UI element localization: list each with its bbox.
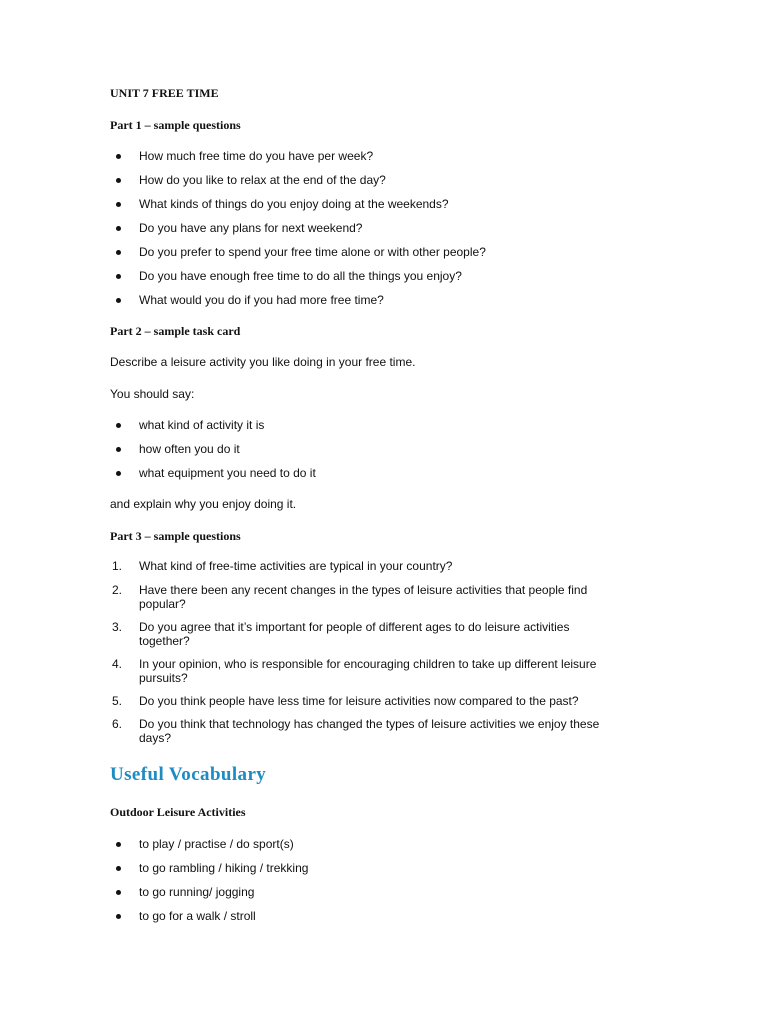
bullet-icon	[116, 298, 121, 303]
bullet-icon	[116, 471, 121, 476]
should-say-label: You should say:	[110, 387, 195, 401]
bullet-icon	[116, 423, 121, 428]
bullet-icon	[116, 866, 121, 871]
part3-heading: Part 3 – sample questions	[110, 529, 241, 543]
part1-heading: Part 1 – sample questions	[110, 118, 241, 132]
bullet-icon	[116, 178, 121, 183]
bullet-icon	[116, 226, 121, 231]
bullet-icon	[116, 154, 121, 159]
bullet-icon	[116, 250, 121, 255]
part2-heading: Part 2 – sample task card	[110, 324, 241, 338]
unit-title: UNIT 7 FREE TIME	[110, 86, 219, 100]
bullet-icon	[116, 842, 121, 847]
bullet-icon	[116, 202, 121, 207]
bullet-icon	[116, 447, 121, 452]
vocabulary-heading: Useful Vocabulary	[110, 764, 267, 785]
bullet-icon	[116, 890, 121, 895]
vocabulary-subheading: Outdoor Leisure Activities	[110, 805, 246, 819]
bullet-icon	[116, 274, 121, 279]
document-page: UNIT 7 FREE TIME Part 1 – sample questions How much free time do you have per week? How do you like to relax at the end of the day? What kinds of things do you enjoy doing at the weekends? Do you have any plans for next weekend? Do you prefer to spend your free time alone or with other people? Do you have enough free time to do all the things you enjoy? What would you do if you had more free time? Part 2 – sample task card Describe a leisure activity you like doing in your free time. You should say: what kind of activity it is how often you do it what equipment you need to do it and explain why you enjoy doing it. Part 3 – sample questions 1. What kind of free-time activities are typical in your country? 2. Have there been any recent changes in the types of leisure activities that people find popular? 3. Do you agree that it’s important for people of different ages to do leisure activities together? 4. In your opinion, who is responsible for encouraging children to take up different leisure pursuits? 5. Do you think people have less time for leisure activities now compared to the past? 6. Do you think that technology has changed the types of leisure activities we enjoy these days? Useful Vocabulary Outdoor Leisure Activities to play / practise / do sport(s) to go rambling / hiking / trekking to go running/ jogging to go for a walk / stroll	[110, 86, 600, 923]
task-card-prompt: Describe a leisure activity you like doing in your free time.	[110, 355, 416, 369]
bullet-icon	[116, 914, 121, 919]
task-card-closing: and explain why you enjoy doing it.	[110, 497, 297, 511]
